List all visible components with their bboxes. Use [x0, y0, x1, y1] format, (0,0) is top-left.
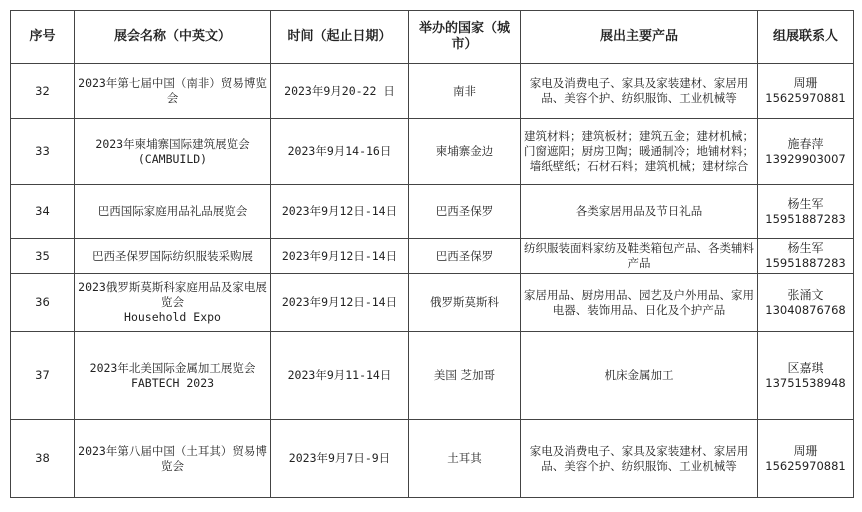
- contact-name: 区嘉琪: [787, 360, 824, 375]
- contact-name: 施春萍: [787, 136, 824, 151]
- host-country: 土耳其: [409, 420, 521, 498]
- host-country: 巴西圣保罗: [409, 239, 521, 274]
- exhibition-name: [75, 185, 271, 239]
- contact: [758, 420, 854, 498]
- main-products: 家电及消费电子、家具及家装建材、家居用品、美容个护、纺织服饰、工业机械等: [521, 64, 758, 119]
- exhibition-name: [75, 239, 271, 274]
- contact-phone: 15625970881: [765, 91, 846, 105]
- header-number: 序号: [11, 11, 75, 64]
- contact-name: 杨生军: [787, 241, 824, 255]
- exhibition-name: [75, 119, 271, 185]
- contact-name: 周珊: [793, 443, 818, 458]
- main-products: 机床金属加工: [521, 332, 758, 420]
- exhibition-date: 2023年9月7日-9日: [271, 420, 409, 498]
- header-contact: 组展联系人: [758, 11, 854, 64]
- host-country: 柬埔寨金边: [409, 119, 521, 185]
- main-products: 建筑材料；建筑板材；建筑五金；建材机械；门窗遮阳；厨房卫陶；暖通制冷；地铺材料；墙纸壁纸；石材石料；建筑机械；建材综合: [521, 119, 758, 185]
- contact-phone: 15951887283: [765, 256, 846, 270]
- exhibition-name-cn: 巴西国际家庭用品礼品展览会: [97, 204, 248, 218]
- exhibition-name-cn: 巴西圣保罗国际纺织服装采购展: [92, 248, 253, 263]
- exhibition-date: 2023年9月12日-14日: [271, 185, 409, 239]
- contact-phone: 13929903007: [765, 151, 846, 166]
- exhibition-date: 2023年9月20-22 日: [271, 64, 409, 119]
- exhibition-date: 2023年9月11-14日: [271, 332, 409, 420]
- exhibition-name-en: (CAMBUILD): [137, 151, 208, 166]
- contact: [758, 239, 854, 274]
- main-products: 家电及消费电子、家具及家装建材、家居用品、美容个护、纺织服饰、工业机械等: [521, 420, 758, 498]
- contact-phone: 15625970881: [765, 458, 846, 473]
- contact: [758, 64, 854, 119]
- host-country: 俄罗斯莫斯科: [409, 274, 521, 332]
- exhibition-table: [10, 10, 854, 498]
- contact-name: 周珊: [793, 76, 818, 90]
- row-number: 34: [11, 185, 75, 239]
- contact-phone: 15951887283: [765, 211, 846, 226]
- host-country: 南非: [409, 64, 521, 119]
- host-country: 美国 芝加哥: [409, 332, 521, 420]
- row-number: 35: [11, 239, 75, 274]
- exhibition-name-cn: 2023年柬埔寨国际建筑展览会: [95, 136, 250, 151]
- table-row: [11, 185, 854, 239]
- exhibition-name-cn: 2023年第八届中国（土耳其）贸易博览会: [78, 443, 267, 473]
- main-products: 纺织服装面料家纺及鞋类箱包产品、各类辅料产品: [521, 239, 758, 274]
- row-number: 36: [11, 274, 75, 332]
- row-number: 33: [11, 119, 75, 185]
- row-number: 37: [11, 332, 75, 420]
- exhibition-name-en: Household Expo: [124, 310, 221, 324]
- header-row: [11, 11, 854, 64]
- contact-name: 张涌文: [787, 287, 824, 302]
- contact: [758, 274, 854, 332]
- exhibition-date: 2023年9月12日-14日: [271, 239, 409, 274]
- exhibition-date: 2023年9月12日-14日: [271, 274, 409, 332]
- table-row: [11, 239, 854, 274]
- exhibition-name: [75, 64, 271, 119]
- main-products: 家居用品、厨房用品、园艺及户外用品、家用电器、装饰用品、日化及个护产品: [521, 274, 758, 332]
- header-exhibition-name: 展会名称（中英文）: [75, 11, 271, 64]
- exhibition-name-en: FABTECH 2023: [130, 375, 215, 390]
- table-row: [11, 332, 854, 420]
- row-number: 32: [11, 64, 75, 119]
- exhibition-name: [75, 420, 271, 498]
- header-products: 展出主要产品: [521, 11, 758, 64]
- exhibition-name-cn: 2023年北美国际金属加工展览会: [89, 360, 256, 375]
- contact: [758, 119, 854, 185]
- table-row: [11, 420, 854, 498]
- exhibition-name-cn: 2023年第七届中国（南非）贸易博览会: [78, 76, 267, 105]
- exhibition-name: [75, 332, 271, 420]
- contact-phone: 13040876768: [765, 302, 846, 317]
- main-products: 各类家居用品及节日礼品: [521, 185, 758, 239]
- table-row: [11, 274, 854, 332]
- exhibition-name-cn: 2023俄罗斯莫斯科家庭用品及家电展览会: [78, 280, 267, 309]
- table-row: [11, 64, 854, 119]
- table-row: [11, 119, 854, 185]
- exhibition-date: 2023年9月14-16日: [271, 119, 409, 185]
- contact-name: 杨生军: [787, 196, 824, 211]
- contact-phone: 13751538948: [765, 375, 846, 390]
- host-country: 巴西圣保罗: [409, 185, 521, 239]
- exhibition-name: [75, 274, 271, 332]
- contact: [758, 332, 854, 420]
- row-number: 38: [11, 420, 75, 498]
- header-country: 举办的国家（城市）: [409, 11, 521, 64]
- header-date: 时间（起止日期）: [271, 11, 409, 64]
- contact: [758, 185, 854, 239]
